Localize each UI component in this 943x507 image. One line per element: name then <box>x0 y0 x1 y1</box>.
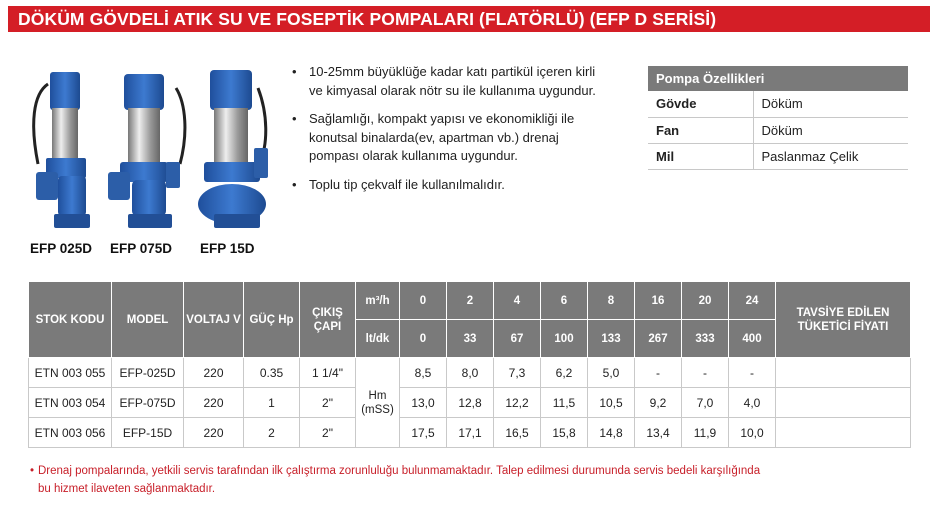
feature-value: Paslanmaz Çelik <box>753 143 908 169</box>
cell-head-value: 8,0 <box>447 358 494 388</box>
header-voltaj: VOLTAJ V <box>184 282 244 358</box>
table-row <box>29 388 911 418</box>
cell-head-value: 16,5 <box>494 418 541 448</box>
flow-ltdk: 0 <box>400 320 447 358</box>
flow-m3h: 20 <box>682 282 729 320</box>
bullet-item: • Sağlamlığı, kompakt yapısı ve ekonomikliği ile konutsal binalarda(ev, apartman vb.) drenaj pompası olarak kullanıma uygundur. <box>290 110 600 166</box>
cell-head-value: 7,3 <box>494 358 541 388</box>
cell-cikis: 1 1/4" <box>300 358 356 388</box>
pump-label-3: EFP 15D <box>200 241 255 256</box>
cell-head-value: 15,8 <box>541 418 588 448</box>
cell-price <box>776 358 911 388</box>
pump-label-1: EFP 025D <box>30 241 93 256</box>
cell-head-value: 13,0 <box>400 388 447 418</box>
flow-ltdk: 100 <box>541 320 588 358</box>
cell-head-value: - <box>635 358 682 388</box>
cell-model: EFP-075D <box>112 388 184 418</box>
cell-hm-label: Hm (mSS) <box>356 358 400 448</box>
flow-ltdk: 400 <box>729 320 776 358</box>
cell-voltaj: 220 <box>184 358 244 388</box>
bullet-item: • 10-25mm büyüklüğe kadar katı partikül içeren kirli ve kimyasal olarak nötr su ile kullanıma uygundur. <box>290 63 600 100</box>
cell-cikis: 2" <box>300 418 356 448</box>
cell-stok: ETN 003 055 <box>29 358 112 388</box>
table-row <box>648 91 908 117</box>
flow-ltdk: 33 <box>447 320 494 358</box>
header-model: MODEL <box>112 282 184 358</box>
table-row <box>29 418 911 448</box>
flow-ltdk: 67 <box>494 320 541 358</box>
table-row <box>648 117 908 143</box>
cell-head-value: 12,8 <box>447 388 494 418</box>
flow-m3h: 0 <box>400 282 447 320</box>
cell-guc: 0.35 <box>244 358 300 388</box>
header-stok: STOK KODU <box>29 282 112 358</box>
features-header: Pompa Özellikleri <box>648 66 908 91</box>
header-m3h: m³/h <box>356 282 400 320</box>
feature-value: Döküm <box>753 117 908 143</box>
feature-key: Mil <box>648 143 753 169</box>
cell-head-value: 12,2 <box>494 388 541 418</box>
footnote-line-1: Drenaj pompalarında, yetkili servis tarafından ilk çalıştırma zorunluluğu bulunmamaktadır. Talep edilmesi durumunda servis bedeli karşılığında <box>38 465 761 477</box>
spec-table <box>28 281 911 448</box>
pump-images <box>28 64 268 236</box>
feature-value: Döküm <box>753 91 908 117</box>
footnote-bullet-icon: • <box>30 465 35 477</box>
flow-ltdk: 267 <box>635 320 682 358</box>
table-row <box>29 358 911 388</box>
footnote-line-2: bu hizmet ilaveten sağlanmaktadır. <box>38 483 216 495</box>
flow-ltdk: 133 <box>588 320 635 358</box>
cell-head-value: 11,5 <box>541 388 588 418</box>
page-title: DÖKÜM GÖVDELİ ATIK SU VE FOSEPTİK POMPALARI (FLATÖRLÜ) (EFP D SERİSİ) <box>8 6 930 32</box>
cell-head-value: 14,8 <box>588 418 635 448</box>
cell-head-value: 11,9 <box>682 418 729 448</box>
flow-m3h: 4 <box>494 282 541 320</box>
cell-head-value: 7,0 <box>682 388 729 418</box>
feature-key: Fan <box>648 117 753 143</box>
cell-head-value: 17,5 <box>400 418 447 448</box>
cell-stok: ETN 003 056 <box>29 418 112 448</box>
bullet-item: • Toplu tip çekvalf ile kullanılmalıdır. <box>290 176 600 195</box>
table-row <box>648 143 908 169</box>
cell-head-value: 10,0 <box>729 418 776 448</box>
flow-m3h: 16 <box>635 282 682 320</box>
flow-m3h: 8 <box>588 282 635 320</box>
cell-guc: 1 <box>244 388 300 418</box>
flow-m3h: 2 <box>447 282 494 320</box>
feature-bullets <box>290 63 600 204</box>
cell-model: EFP-15D <box>112 418 184 448</box>
cell-head-value: 10,5 <box>588 388 635 418</box>
header-ltdk: lt/dk <box>356 320 400 358</box>
pump-efp-025d <box>34 72 90 228</box>
footnote <box>30 462 910 498</box>
flow-m3h: 6 <box>541 282 588 320</box>
cell-price <box>776 388 911 418</box>
pump-label-2: EFP 075D <box>110 241 173 256</box>
cell-guc: 2 <box>244 418 300 448</box>
cell-head-value: 8,5 <box>400 358 447 388</box>
header-cikis: ÇIKIŞ ÇAPI <box>300 282 356 358</box>
cell-head-value: - <box>682 358 729 388</box>
header-guc: GÜÇ Hp <box>244 282 300 358</box>
cell-head-value: 17,1 <box>447 418 494 448</box>
flow-m3h: 24 <box>729 282 776 320</box>
cell-head-value: 13,4 <box>635 418 682 448</box>
feature-key: Gövde <box>648 91 753 117</box>
flow-ltdk: 333 <box>682 320 729 358</box>
pump-efp-15d <box>198 70 268 228</box>
cell-head-value: 5,0 <box>588 358 635 388</box>
cell-head-value: - <box>729 358 776 388</box>
cell-voltaj: 220 <box>184 388 244 418</box>
cell-head-value: 6,2 <box>541 358 588 388</box>
cell-stok: ETN 003 054 <box>29 388 112 418</box>
cell-head-value: 9,2 <box>635 388 682 418</box>
pump-efp-075d <box>108 74 185 228</box>
cell-head-value: 4,0 <box>729 388 776 418</box>
cell-cikis: 2" <box>300 388 356 418</box>
pump-features-table <box>648 66 908 170</box>
cell-voltaj: 220 <box>184 418 244 448</box>
cell-price <box>776 418 911 448</box>
header-price: TAVSİYE EDİLEN TÜKETİCİ FİYATI <box>776 282 911 358</box>
cell-model: EFP-025D <box>112 358 184 388</box>
